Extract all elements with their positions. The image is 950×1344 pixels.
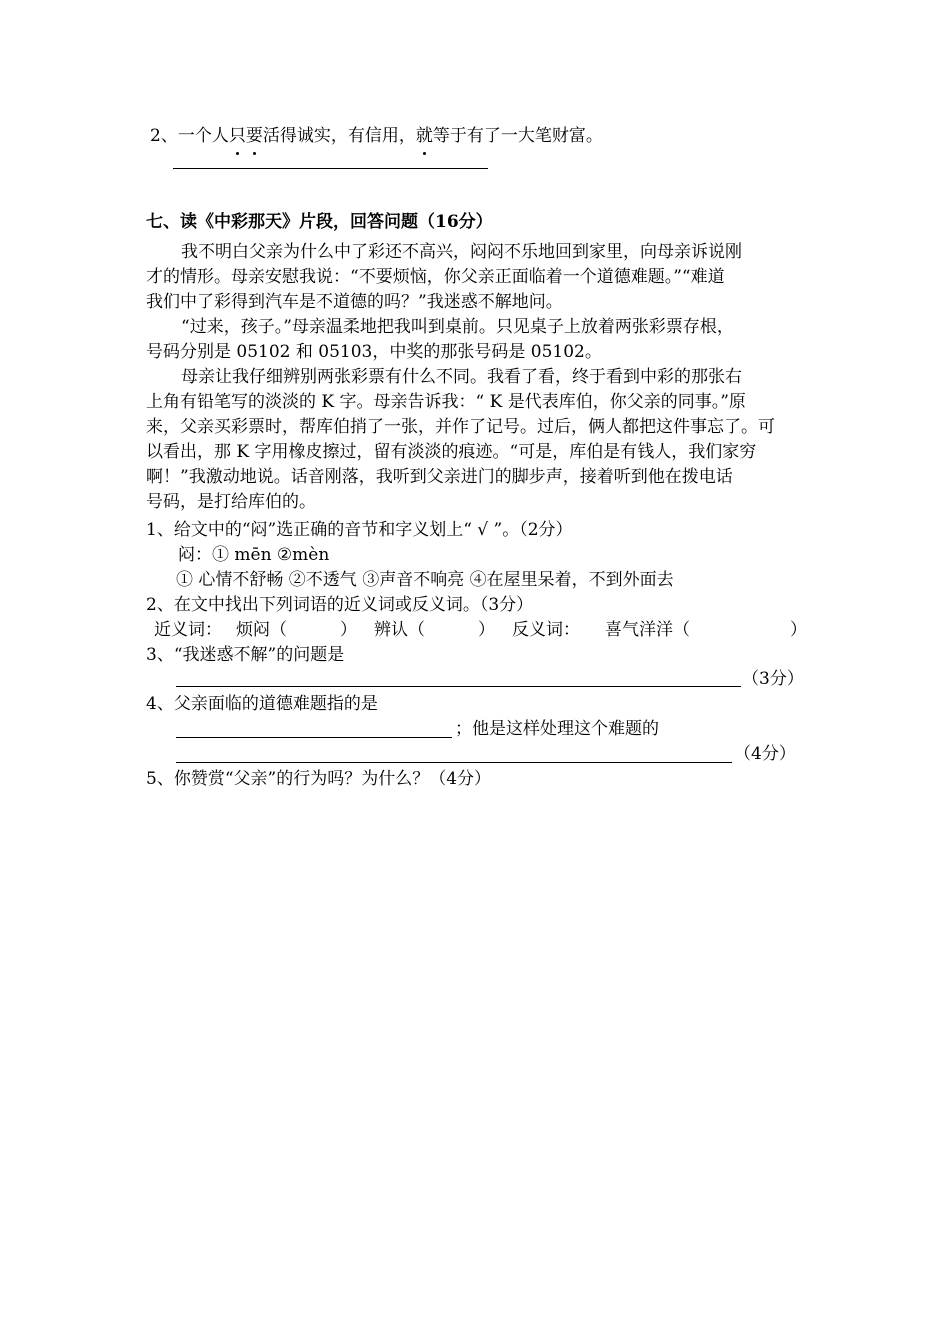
emphasis-char-3: 就 xyxy=(415,126,433,146)
q2-number: 2、 xyxy=(150,126,178,146)
passage-line: 母亲让我仔细辨别两张彩票有什么不同。我看了看，终于看到中彩的那张右 xyxy=(181,367,742,387)
question-4: 4、父亲面临的道德难题指的是 xyxy=(146,694,378,714)
question-2: 2、在文中找出下列词语的近义词或反义词。（3分） xyxy=(146,595,534,615)
question-2-close-2: ） xyxy=(478,620,495,640)
question-2-antonym-label: 反义词： xyxy=(512,620,580,640)
q2-text-post: 等于有了一大笔财富。 xyxy=(432,126,603,146)
question-3-score: （3分） xyxy=(742,669,804,689)
passage-line: 我不明白父亲为什么中了彩还不高兴，闷闷不乐地回到家里，向母亲诉说刚 xyxy=(181,242,742,262)
question-2-synonym-label: 近义词： xyxy=(154,620,222,640)
question-2-close-3: ） xyxy=(790,620,807,640)
passage-line: 来，父亲买彩票时，帮库伯捎了一张，并作了记号。过后，俩人都把这件事忘了。可 xyxy=(146,417,775,437)
passage-line: “过来，孩子。”母亲温柔地把我叫到桌前。只见桌子上放着两张彩票存根， xyxy=(181,317,734,337)
passage-line: 以看出，那 K 字用橡皮擦过，留有淡淡的痕迹。“可是，库伯是有钱人，我们家穷 xyxy=(146,442,757,462)
emphasis-char-1: 只 xyxy=(228,126,246,146)
q2-text-mid: 活得诚实，有信用， xyxy=(262,126,416,146)
passage-line: 才的情形。母亲安慰我说：“不要烦恼，你父亲正面临着一个道德难题。”“难道 xyxy=(146,267,725,287)
question-2-word-3: 喜气洋洋（ xyxy=(605,620,690,640)
question-1-pinyin-options: 闷：① mēn ②mèn xyxy=(178,545,330,565)
question-2-close-1: ） xyxy=(340,620,357,640)
question-3-answer-line[interactable] xyxy=(176,686,741,687)
question-1-meaning-options: ① 心情不舒畅 ②不透气 ③声音不响亮 ④在屋里呆着，不到外面去 xyxy=(176,570,674,590)
question-3: 3、“我迷惑不解”的问题是 xyxy=(146,645,345,665)
emphasis-char-2: 要 xyxy=(245,126,263,146)
passage-line: 号码，是打给库伯的。 xyxy=(146,492,316,512)
question-2-word-2: 辨认（ xyxy=(374,620,425,640)
q2-text-pre: 一个人 xyxy=(177,126,229,146)
question-4-answer-line-2[interactable] xyxy=(176,762,732,763)
question-4-score: （4分） xyxy=(734,744,796,764)
section-7-title: 七、读《中彩那天》片段，回答问题（16分） xyxy=(146,212,493,232)
question-2-word-1: 烦闷（ xyxy=(236,620,287,640)
question-5: 5、你赞赏“父亲”的行为吗？为什么？（4分） xyxy=(146,769,492,789)
passage-line: 我们中了彩得到汽车是不道德的吗？”我迷惑不解地问。 xyxy=(146,292,563,312)
passage-line: 上角有铅笔写的淡淡的 K 字。母亲告诉我：“ K 是代表库伯，你父亲的同事。”原 xyxy=(146,392,746,412)
question-1: 1、给文中的“闷”选正确的音节和字义划上“ √ ”。（2分） xyxy=(146,520,573,540)
question-4-mid: ；他是这样处理这个难题的 xyxy=(455,719,659,739)
q2-sentence xyxy=(150,124,603,148)
passage-line: 号码分别是 05102 和 05103，中奖的那张号码是 05102。 xyxy=(146,342,602,362)
question-4-answer-line-1[interactable] xyxy=(176,737,452,738)
passage-line: 啊！”我激动地说。话音刚落，我听到父亲进门的脚步声，接着听到他在拨电话 xyxy=(146,467,733,487)
q2-answer-line[interactable] xyxy=(173,168,488,169)
